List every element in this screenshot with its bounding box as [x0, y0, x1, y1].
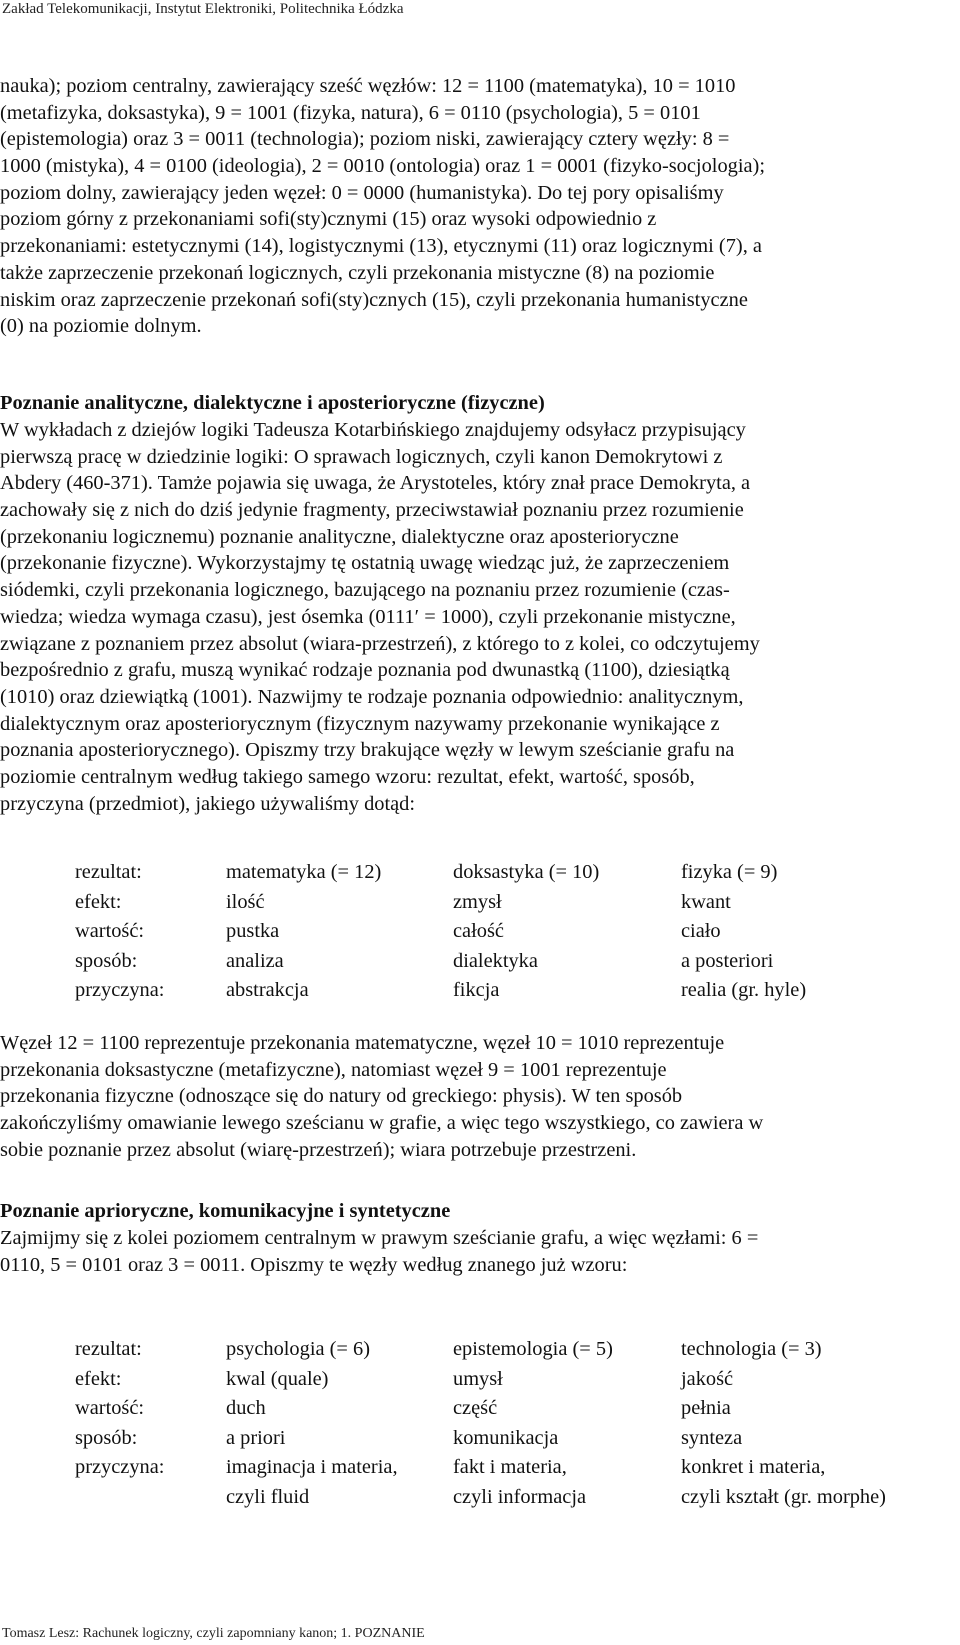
- row-label: sposób:: [75, 1426, 138, 1449]
- text-line: Abdery (460-371). Tamże pojawia się uwaga, że Arystoteles, który znał prace Demokryta, a: [0, 472, 751, 495]
- text-line: nauka); poziom centralny, zawierający sześć węzłów: 12 = 1100 (matematyka), 10 = 1010: [0, 75, 736, 97]
- table-cell: ilość: [226, 890, 265, 913]
- text-line: dialektycznym oraz aposteriorycznym (fizycznym nazywamy przekonanie wynikające z: [0, 712, 720, 735]
- table-cell: dialektyka: [453, 949, 538, 972]
- running-header: Zakład Telekomunikacji, Instytut Elektroniki, Politechnika Łódzka: [2, 1, 404, 17]
- text-line: bezpośrednio z grafu, muszą wynikać rodzaje poznania pod dwunastką (1100), dziesiątką: [0, 659, 730, 682]
- text-line: W wykładach z dziejów logiki Tadeusza Kotarbińskiego znajdujemy odsyłacz przypisujący: [0, 419, 746, 441]
- table-row: [0, 1456, 960, 1486]
- section2-paragraph: [0, 1225, 960, 1278]
- table-cell: abstrakcja: [226, 979, 309, 1002]
- text-line: poziomie centralnym według takiego samego wzoru: rezultat, efekt, wartość, sposób,: [0, 765, 695, 788]
- table-cell: kwant: [681, 890, 731, 913]
- section1-heading: Poznanie analityczne, dialektyczne i aposterioryczne (fizyczne): [0, 392, 545, 414]
- text-line: poziom dolny, zawierający jeden węzeł: 0 = 0000 (humanistyka). Do tej pory opisaliśmy: [0, 181, 724, 204]
- table-cell: komunikacja: [453, 1426, 559, 1449]
- row-label: wartość:: [75, 920, 145, 943]
- table-cell: czyli informacja: [453, 1485, 587, 1508]
- table-cell: a priori: [226, 1426, 286, 1449]
- table-cell: czyli fluid: [226, 1485, 310, 1508]
- table-cell: część: [453, 1397, 498, 1420]
- table-cell: fizyka (= 9): [681, 861, 778, 883]
- row-label: sposób:: [75, 949, 138, 972]
- table-cell: czyli kształt (gr. morphe): [681, 1485, 886, 1508]
- text-line: (1010) oraz dziewiątką (1001). Nazwijmy te rodzaje poznania odpowiednio: analitycznym,: [0, 685, 744, 708]
- table-cell: pustka: [226, 920, 280, 943]
- text-line: sobie poznanie przez absolut (wiarę-przestrzeń); wiara potrzebuje przestrzeni.: [0, 1138, 637, 1161]
- text-line: wiedza; wiedza wymaga czasu), jest ósemka (0111′ = 1000), czyli przekonanie mistyczne,: [0, 605, 736, 628]
- text-line: związane z poznaniem przez absolut (wiara-przestrzeń), z którego to z kolei, co odczytujemy: [0, 632, 760, 655]
- table-cell: jakość: [681, 1367, 734, 1390]
- text-line: przekonania fizyczne (odnoszące się do natury od greckiego: physis). W ten sposób: [0, 1085, 683, 1108]
- table-cell: technologia (= 3): [681, 1338, 822, 1360]
- running-footer: Tomasz Lesz: Rachunek logiczny, czyli zapomniany kanon; 1. POZNANIE: [2, 1626, 425, 1641]
- text-line: zakończyliśmy omawianie lewego sześcianu w grafie, a więc tego wszystkiego, co zawiera w: [0, 1112, 764, 1135]
- table-row: [0, 1338, 960, 1368]
- row-label: efekt:: [75, 1367, 122, 1390]
- text-line: (metafizyka, doksastyka), 9 = 1001 (fizyka, natura), 6 = 0110 (psychologia), 5 = 0101: [0, 101, 701, 124]
- table-cell: fakt i materia,: [453, 1456, 567, 1479]
- row-label: rezultat:: [75, 1338, 142, 1360]
- row-label: rezultat:: [75, 861, 142, 883]
- table-cell: analiza: [226, 949, 284, 972]
- table-cell: całość: [453, 920, 504, 943]
- text-line: siódemki, czyli przekonania logicznego, bazującego na poznaniu przez rozumienie (czas-: [0, 579, 730, 602]
- table-cell: umysł: [453, 1367, 503, 1390]
- table-row: [0, 1486, 960, 1516]
- text-line: pierwszą pracę w dziedzinie logiki: O sprawach logicznych, czyli kanon Demokrytowi z: [0, 445, 723, 468]
- text-line: przekonaniami: estetycznymi (14), logistycznymi (13), etycznymi (11) oraz logicznymi (7), a: [0, 235, 762, 258]
- section2-heading: Poznanie aprioryczne, komunikacyjne i syntetyczne: [0, 1200, 451, 1222]
- text-line: (0) na poziomie dolnym.: [0, 315, 202, 338]
- text-line: niskim oraz zaprzeczenie przekonań sofi(sty)cznych (15), czyli przekonania humanistyczne: [0, 288, 748, 311]
- section2-table: [0, 1338, 960, 1516]
- table-cell: ciało: [681, 920, 721, 943]
- table-row: [0, 950, 960, 980]
- row-label: przyczyna:: [75, 1456, 165, 1479]
- text-line: (epistemologia) oraz 3 = 0011 (technologia); poziom niski, zawierający cztery węzły: 8 =: [0, 128, 730, 151]
- table-cell: fikcja: [453, 979, 500, 1002]
- table-cell: pełnia: [681, 1397, 731, 1420]
- table-cell: konkret i materia,: [681, 1456, 826, 1479]
- row-label: wartość:: [75, 1397, 145, 1420]
- text-line: przekonania doksastyczne (metafizyczne), natomiast węzeł 9 = 1001 reprezentuje: [0, 1058, 667, 1081]
- table-cell: doksastyka (= 10): [453, 861, 600, 883]
- table-cell: zmysł: [453, 890, 502, 913]
- text-line: poziom górny z przekonaniami sofi(sty)cznymi (15) oraz wysoki odpowiednio z: [0, 208, 657, 231]
- text-line: zachowały się z nich do dziś jedynie fragmenty, przeciwstawiał poznaniu przez rozumienie: [0, 499, 744, 522]
- table-row: [0, 891, 960, 921]
- text-line: przyczyna (przedmiot), jakiego używaliśmy dotąd:: [0, 792, 416, 815]
- section1-table: [0, 861, 960, 1009]
- text-line: (przekonaniu logicznemu) poznanie analityczne, dialektyczne oraz aposterioryczne: [0, 525, 679, 548]
- section1-closing-paragraph: [0, 1030, 960, 1163]
- table-row: [0, 1427, 960, 1457]
- table-cell: imaginacja i materia,: [226, 1456, 398, 1479]
- table-cell: psychologia (= 6): [226, 1338, 371, 1360]
- section1-paragraph: [0, 417, 960, 817]
- text-line: Węzeł 12 = 1100 reprezentuje przekonania matematyczne, węzeł 10 = 1010 reprezentuje: [0, 1032, 725, 1054]
- table-cell: realia (gr. hyle): [681, 979, 807, 1002]
- table-cell: epistemologia (= 5): [453, 1338, 613, 1360]
- table-row: [0, 920, 960, 950]
- table-cell: matematyka (= 12): [226, 861, 382, 883]
- row-label: efekt:: [75, 890, 122, 913]
- intro-paragraph: [0, 73, 960, 340]
- text-line: Zajmijmy się z kolei poziomem centralnym w prawym sześcianie grafu, a więc węzłami: 6 =: [0, 1227, 759, 1249]
- table-cell: kwal (quale): [226, 1367, 329, 1390]
- table-cell: synteza: [681, 1426, 743, 1449]
- table-row: [0, 979, 960, 1009]
- row-label: przyczyna:: [75, 979, 165, 1002]
- text-line: 0110, 5 = 0101 oraz 3 = 0011. Opiszmy te węzły według znanego już wzoru:: [0, 1253, 628, 1276]
- text-line: 1000 (mistyka), 4 = 0100 (ideologia), 2 = 0010 (ontologia) oraz 1 = 0001 (fizyko-socjologia);: [0, 155, 766, 178]
- text-line: (przekonanie fizyczne). Wykorzystajmy tę ostatnią uwagę wiedząc już, że zaprzeczeniem: [0, 552, 730, 575]
- text-line: także zaprzeczenie przekonań logicznych, czyli przekonania mistyczne (8) na poziomie: [0, 261, 715, 284]
- table-row: [0, 1397, 960, 1427]
- table-cell: a posteriori: [681, 949, 774, 972]
- table-row: [0, 1368, 960, 1398]
- table-row: [0, 861, 960, 891]
- text-line: poznania aposteriorycznego). Opiszmy trzy brakujące węzły w lewym sześcianie grafu na: [0, 739, 735, 762]
- table-cell: duch: [226, 1397, 266, 1420]
